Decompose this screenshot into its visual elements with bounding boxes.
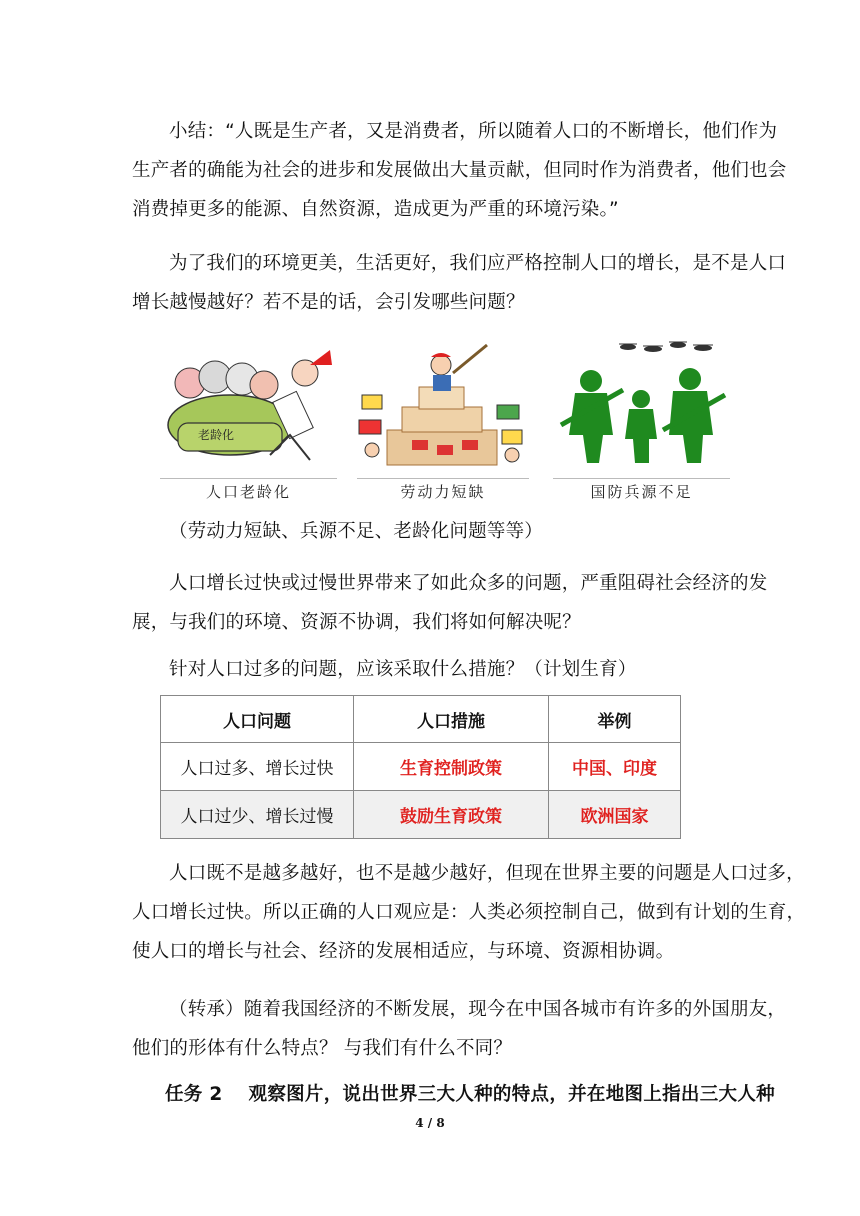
defense-shortage-figure [553, 335, 730, 503]
question-paragraph [132, 244, 787, 322]
text-line: 使人口的增长与社会、经济的发展相适应，与环境、资源相协调。 [132, 941, 675, 962]
answer-paragraph [132, 512, 732, 551]
text-line: 为了我们的环境更美，生活更好，我们应严格控制人口的增长，是不是人口 [169, 253, 787, 274]
figure-caption: 人口老龄化 [160, 478, 337, 505]
table-header: 人口问题 [161, 696, 354, 743]
table-cell: 生育控制政策 [354, 743, 549, 791]
text-line: 增长越慢越好？若不是的话，会引发哪些问题？ [132, 292, 525, 313]
task-number: 任务 2 [165, 1084, 223, 1105]
text-line: 人口增长过快。所以正确的人口观应是：人类必须控制自己，做到有计划的生育， [132, 902, 806, 923]
figure-caption: 国防兵源不足 [553, 478, 730, 505]
text-line: 他们的形体有什么特点？ 与我们有什么不同？ [132, 1038, 513, 1059]
table-header-row [161, 696, 681, 743]
table-cell: 鼓励生育政策 [354, 791, 549, 839]
task-heading [165, 1080, 775, 1106]
page-number: 4 / 8 [415, 1116, 445, 1130]
summary-paragraph [132, 112, 787, 229]
table-cell: 中国、印度 [549, 743, 681, 791]
labor-cartoon-image [357, 335, 529, 478]
measures-question [132, 650, 732, 689]
transition-paragraph [132, 990, 787, 1068]
table-header: 举例 [549, 696, 681, 743]
table-cell: 人口过少、增长过慢 [161, 791, 354, 839]
table-header: 人口措施 [354, 696, 549, 743]
task-text: 观察图片，说出世界三大人种的特点，并在地图上指出三大人种 [248, 1084, 775, 1105]
text-line: 针对人口过多的问题，应该采取什么措施？（计划生育） [169, 659, 637, 680]
aging-label: 老龄化 [198, 428, 235, 442]
conclusion-paragraph [132, 854, 806, 971]
table-cell: 人口过多、增长过快 [161, 743, 354, 791]
table-cell: 欧洲国家 [549, 791, 681, 839]
labor-shortage-figure [357, 335, 529, 503]
aging-cartoon-image [160, 335, 337, 478]
figure-row [160, 335, 730, 505]
text-line: 消费掉更多的能源、自然资源，造成更为严重的环境污染。” [132, 199, 619, 220]
text-line: 生产者的确能为社会的进步和发展做出大量贡献，但同时作为消费者，他们也会 [132, 160, 787, 181]
figure-caption: 劳动力短缺 [357, 478, 529, 505]
problem-paragraph [132, 564, 768, 642]
text-line: 小结：“人既是生产者，又是消费者，所以随着人口的不断增长，他们作为 [169, 121, 778, 142]
table-row [161, 743, 681, 791]
population-policy-table [160, 695, 681, 839]
aging-population-figure [160, 335, 337, 503]
text-line: （转承）随着我国经济的不断发展，现今在中国各城市有许多的外国朋友， [169, 999, 787, 1020]
soldiers-image [553, 335, 730, 478]
text-line: 展，与我们的环境、资源不协调，我们将如何解决呢？ [132, 612, 581, 633]
text-line: 人口增长过快或过慢世界带来了如此众多的问题，严重阻碍社会经济的发 [169, 573, 768, 594]
text-line: 人口既不是越多越好，也不是越少越好，但现在世界主要的问题是人口过多， [169, 863, 805, 884]
table-row [161, 791, 681, 839]
text-line: （劳动力短缺、兵源不足、老龄化问题等等） [169, 521, 544, 542]
